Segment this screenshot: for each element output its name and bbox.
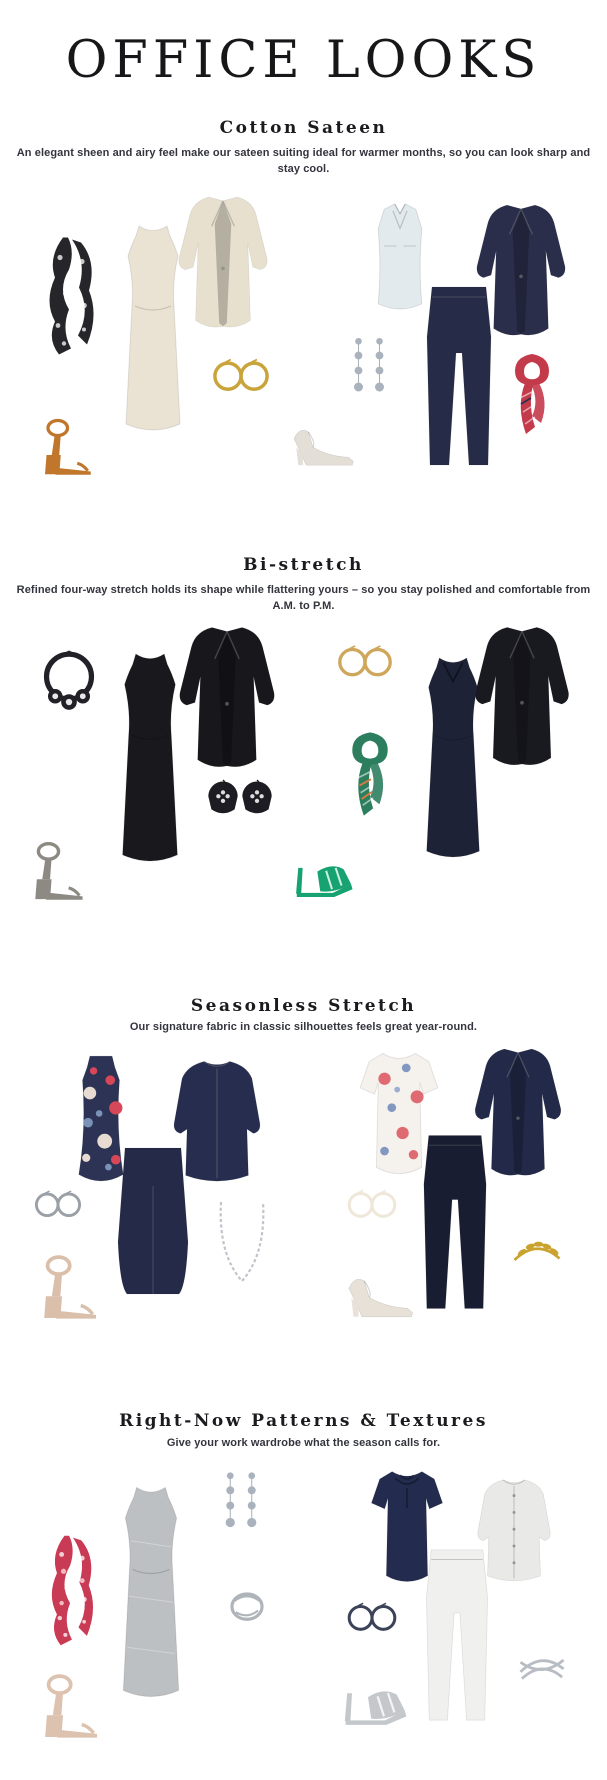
- hoop-earrings-image[interactable]: [336, 1597, 408, 1635]
- mule-heels-image[interactable]: [332, 1678, 412, 1726]
- neck-scarf-image[interactable]: [508, 350, 556, 438]
- printed-scarf-image[interactable]: [42, 233, 98, 358]
- section-bi-stretch: [0, 545, 607, 910]
- hoop-earrings-image[interactable]: [212, 352, 270, 396]
- floral-scarf-image[interactable]: [40, 1532, 102, 1648]
- statement-necklace-image[interactable]: [40, 644, 98, 718]
- section-cotton-sateen: [0, 110, 607, 480]
- section-description: Give your work wardrobe what the season calls for.: [166, 1437, 441, 1449]
- section-description: Refined four-way stretch holds its shape while flattering yours – so you stay polished and comfortable from A.M. to P.M.: [16, 584, 591, 612]
- hoop-earrings-image[interactable]: [336, 1184, 408, 1222]
- section-title: Cotton Sateen: [219, 118, 388, 138]
- fan-earrings-image[interactable]: [206, 776, 274, 818]
- sheath-dress-image[interactable]: [108, 650, 192, 865]
- slim-pants-image[interactable]: [420, 1128, 490, 1316]
- sheath-dress-image[interactable]: [110, 1480, 192, 1704]
- drop-earrings-image[interactable]: [346, 336, 392, 396]
- block-heel-sandals-image[interactable]: [26, 839, 88, 901]
- cropped-pants-image[interactable]: [422, 1548, 492, 1722]
- section-title: Bi-stretch: [243, 555, 364, 575]
- chain-necklace-image[interactable]: [212, 1200, 272, 1286]
- section-title: Right-Now Patterns & Textures: [119, 1411, 488, 1431]
- hoop-earrings-image[interactable]: [326, 639, 404, 681]
- section-description: An elegant sheen and airy feel make our sateen suiting ideal for warmer months, so you can look sharp and stay cool.: [16, 147, 591, 175]
- slingback-pumps-image[interactable]: [340, 1268, 418, 1320]
- trousers-image[interactable]: [423, 285, 495, 467]
- block-heel-sandals-image[interactable]: [32, 1252, 104, 1320]
- section-seasonless-stretch: [0, 990, 607, 1340]
- pumps-image[interactable]: [288, 418, 356, 470]
- pencil-skirt-image[interactable]: [112, 1146, 194, 1298]
- drop-earrings-image[interactable]: [218, 1470, 264, 1532]
- leaf-bracelet-image[interactable]: [510, 1231, 564, 1271]
- section-right-now-patterns: [0, 1405, 607, 1780]
- hoop-earrings-image[interactable]: [26, 1185, 90, 1221]
- v-neck-dress-image[interactable]: [414, 650, 492, 865]
- cuff-bracelet-image[interactable]: [516, 1641, 568, 1685]
- block-heel-sandals-image[interactable]: [34, 1671, 104, 1739]
- stacked-ring-image[interactable]: [227, 1586, 267, 1624]
- heeled-sandals-image[interactable]: [36, 416, 96, 476]
- sheath-dress-image[interactable]: [113, 222, 193, 434]
- section-description: Our signature fabric in classic silhouettes feels great year-round.: [129, 1021, 478, 1033]
- neck-scarf-image[interactable]: [345, 717, 395, 831]
- section-title: Seasonless Stretch: [190, 996, 417, 1016]
- page-title: OFFICE LOOKS: [65, 31, 542, 90]
- mule-heels-image[interactable]: [284, 854, 358, 898]
